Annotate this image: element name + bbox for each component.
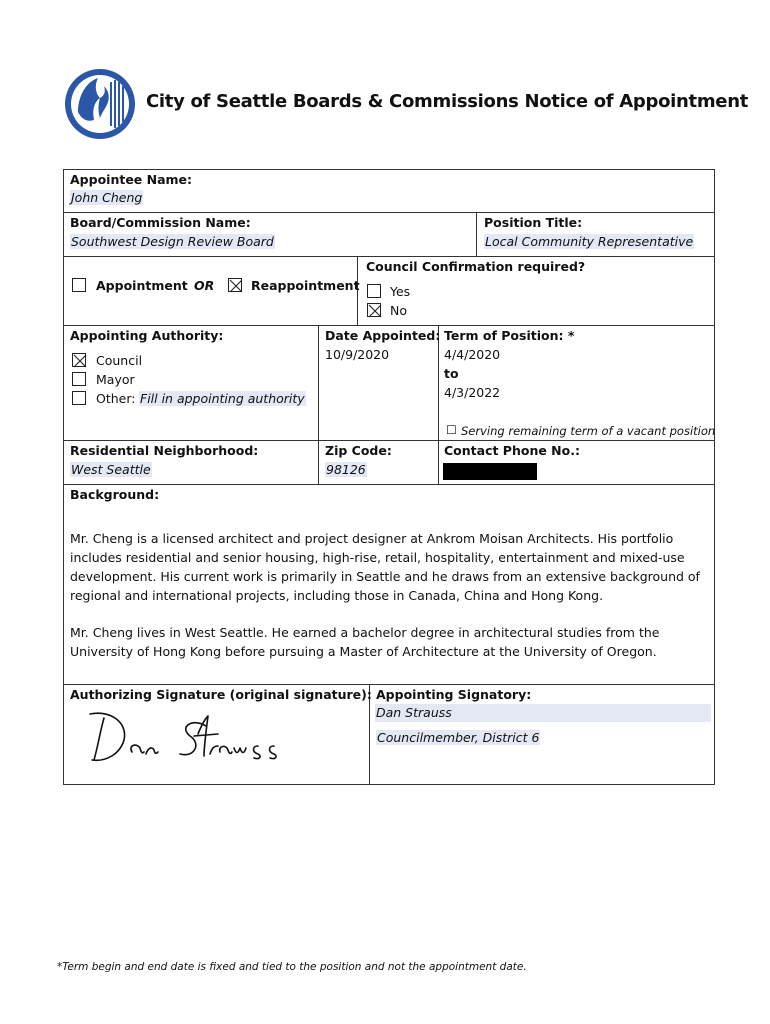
term-end-value[interactable]: 4/3/2022: [444, 385, 501, 400]
signatory-name-value: Dan Strauss: [376, 705, 452, 720]
appointing-authority-label: Appointing Authority:: [70, 328, 224, 343]
neighborhood-field[interactable]: West Seattle: [71, 462, 151, 477]
date-appointed-label: Date Appointed:: [325, 328, 441, 343]
reappointment-label: Reappointment: [251, 278, 360, 293]
appointee-label: Appointee Name:: [70, 172, 193, 187]
yes-checkbox[interactable]: [367, 284, 381, 298]
background-paragraph-2: Mr. Cheng lives in West Seattle. He earned a bachelor degree in architectural studies from the University of Hong Kong before pursuing a Master of Architecture at the University of Oregon.: [70, 625, 660, 659]
page-title: City of Seattle Boards & Commissions Notice of Appointment: [146, 91, 749, 112]
term-start-value[interactable]: 4/4/2020: [444, 347, 501, 362]
term-label: Term of Position: *: [444, 328, 575, 343]
position-label: Position Title:: [484, 215, 583, 230]
zip-field[interactable]: 98126: [326, 462, 366, 477]
no-label: No: [390, 303, 407, 318]
term-to-label: to: [444, 366, 459, 381]
position-field[interactable]: Local Community Representative: [485, 234, 694, 249]
appointee-field[interactable]: John Cheng: [71, 190, 143, 205]
council-label: Council: [96, 353, 143, 368]
signatory-title-field[interactable]: Councilmember, District 6: [377, 730, 540, 745]
reappointment-checkbox[interactable]: [228, 278, 242, 292]
board-field[interactable]: Southwest Design Review Board: [71, 234, 274, 249]
no-checkbox[interactable]: [367, 303, 381, 317]
appointment-label: Appointment: [96, 278, 188, 293]
handwritten-signature: [86, 708, 286, 770]
vacant-position-checkbox[interactable]: ☐: [446, 423, 457, 437]
vacant-position-label: Serving remaining term of a vacant position: [461, 424, 716, 438]
phone-redaction: [443, 463, 537, 480]
authorizing-signature-label: Authorizing Signature (original signature):: [70, 687, 372, 702]
appointment-checkbox[interactable]: [72, 278, 86, 292]
zip-label: Zip Code:: [325, 443, 392, 458]
other-checkbox[interactable]: [72, 391, 86, 405]
background-label: Background:: [70, 487, 160, 502]
mayor-label: Mayor: [96, 372, 135, 387]
city-seal-logo: [64, 68, 136, 140]
date-appointed-value[interactable]: 10/9/2020: [325, 347, 390, 362]
board-label: Board/Commission Name:: [70, 215, 251, 230]
mayor-checkbox[interactable]: [72, 372, 86, 386]
other-authority-field[interactable]: Fill in appointing authority: [140, 391, 305, 406]
council-checkbox[interactable]: [72, 353, 86, 367]
neighborhood-label: Residential Neighborhood:: [70, 443, 259, 458]
other-label: Other:: [96, 391, 136, 406]
or-label: OR: [194, 278, 215, 293]
council-confirmation-label: Council Confirmation required?: [366, 259, 586, 274]
yes-label: Yes: [390, 284, 411, 299]
appointing-signatory-label: Appointing Signatory:: [376, 687, 532, 702]
phone-label: Contact Phone No.:: [444, 443, 580, 458]
background-paragraph-1: Mr. Cheng is a licensed architect and project designer at Ankrom Moisan Architects. His portfolio includes residential and senior housing, high-rise, retail, hospitality, entertainment and mixed-use development. His current work is primarily in Seattle and he draws from an extensive background of regional and international projects, including those in Canada, China and Hong Kong.: [70, 531, 700, 603]
footer-note: *Term begin and end date is fixed and tied to the position and not the appointment date.: [57, 961, 527, 973]
